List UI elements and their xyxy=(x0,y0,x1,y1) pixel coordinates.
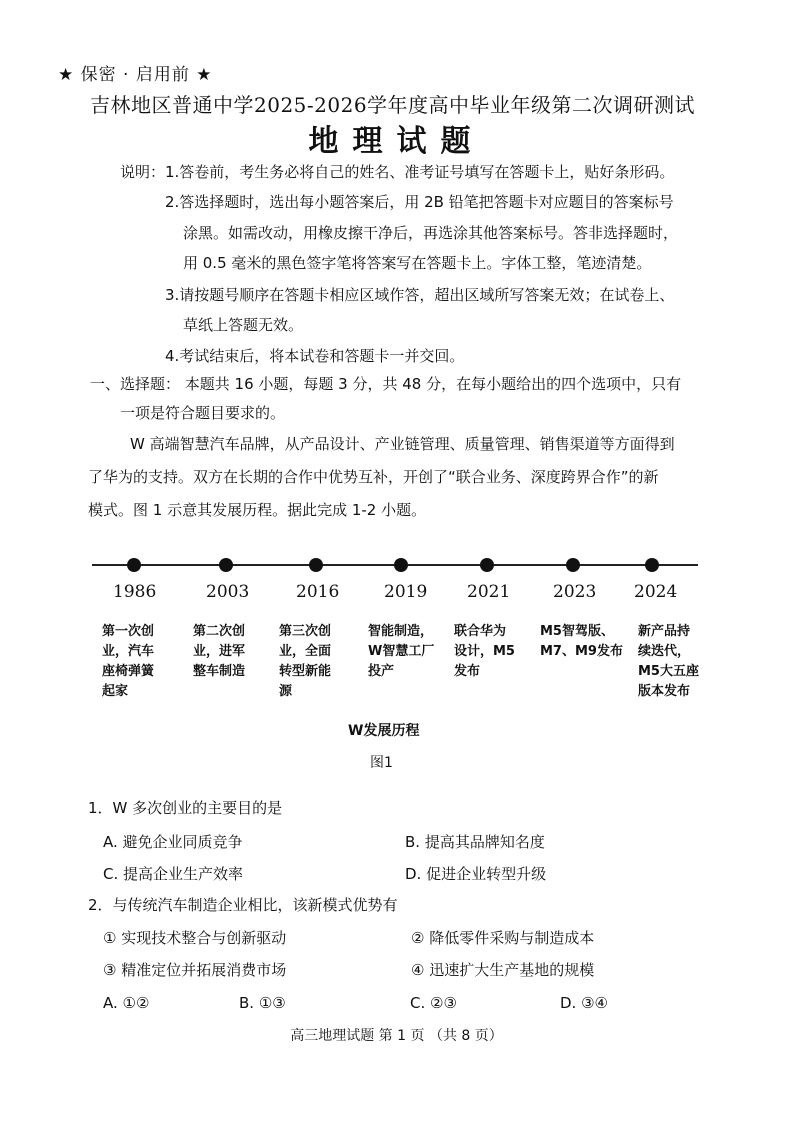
timeline-year: 1986 xyxy=(113,582,157,602)
question-2-option-a[interactable]: A. ①② xyxy=(103,994,150,1012)
timeline-event: 智能制造， W智慧工厂 投产 xyxy=(368,624,435,679)
instruction-3: 3.请按题号顺序在答题卡相应区域作答，超出区域所写答案无效；在试卷上、 xyxy=(165,286,675,304)
question-2-option-d[interactable]: D. ③④ xyxy=(560,994,608,1012)
question-2-statement-1: ① 实现技术整合与创新驱动 xyxy=(103,929,287,947)
exam-title: 吉林地区普通中学2025-2026学年度高中毕业年级第二次调研测试 xyxy=(90,93,696,117)
question-1-option-a[interactable]: A. 避免企业同质竞争 xyxy=(103,833,243,851)
timeline-year: 2016 xyxy=(296,582,340,602)
instruction-1: 1.答卷前，考生务必将自己的姓名、准考证号填写在答题卡上，贴好条形码。 xyxy=(165,163,675,181)
timeline-year: 2003 xyxy=(206,582,250,602)
development-timeline xyxy=(0,540,793,740)
timeline-dot xyxy=(480,558,494,572)
question-2-statement-2: ② 降低零件采购与制造成本 xyxy=(411,929,595,947)
timeline-event: M5智驾版、 M7、M9发布 xyxy=(540,624,623,659)
question-2-option-c[interactable]: C. ②③ xyxy=(410,994,457,1012)
question-2-statement-3: ③ 精准定位并拓展消费市场 xyxy=(103,961,287,979)
timeline-year: 2019 xyxy=(384,582,428,602)
timeline-dot xyxy=(127,558,141,572)
instruction-4: 4.考试结束后，将本试卷和答题卡一并交回。 xyxy=(165,347,465,365)
instruction-2-cont: 涂黑。如需改动，用橡皮擦干净后，再选涂其他答案标号。答非选择题时， xyxy=(183,224,679,242)
passage-line-1: W 高端智慧汽车品牌，从产品设计、产业链管理、质量管理、销售渠道等方面得到 xyxy=(130,435,675,453)
passage-line-3: 模式。图 1 示意其发展历程。据此完成 1-2 小题。 xyxy=(88,501,427,519)
instructions-label: 说明： xyxy=(120,163,166,181)
timeline-year: 2023 xyxy=(553,582,597,602)
timeline-dot xyxy=(566,558,580,572)
section-heading: 一、选择题： 本题共 16 小题，每题 3 分，共 48 分，在每小题给出的四个选项中，只有 xyxy=(90,375,682,393)
question-1-option-d[interactable]: D. 促进企业转型升级 xyxy=(405,865,547,883)
question-1-option-b[interactable]: B. 提高其品牌知名度 xyxy=(405,833,545,851)
subject-title: 地理试题 xyxy=(308,124,485,159)
timeline-dot xyxy=(394,558,408,572)
timeline-event: 第三次创 业，全面 转型新能 源 xyxy=(279,624,332,699)
timeline-year: 2021 xyxy=(467,582,511,602)
timeline-event: 第二次创 业，进军 整车制造 xyxy=(193,624,246,679)
question-1-option-c[interactable]: C. 提高企业生产效率 xyxy=(103,865,244,883)
confidential-mark: ★ 保密 · 启用前 ★ xyxy=(58,65,213,85)
section-heading-cont: 一项是符合题目要求的。 xyxy=(120,404,286,422)
instruction-2: 2.答选择题时，选出每小题答案后，用 2B 铅笔把答题卡对应题目的答案标号 xyxy=(165,193,674,211)
timeline-title: W发展历程 xyxy=(348,723,420,739)
instruction-3-cont: 草纸上答题无效。 xyxy=(183,316,304,334)
figure-label: 图1 xyxy=(370,755,393,771)
question-2-option-b[interactable]: B. ①③ xyxy=(239,994,286,1012)
timeline-dot xyxy=(645,558,659,572)
timeline-event: 第一次创 业，汽车 座椅弹簧 起家 xyxy=(102,624,155,699)
instruction-2-cont2: 用 0.5 毫米的黑色签字笔将答案写在答题卡上。字体工整，笔迹清楚。 xyxy=(183,254,652,272)
timeline-event: 联合华为 设计，M5 发布 xyxy=(454,624,515,679)
timeline-year: 2024 xyxy=(634,582,678,602)
question-2-statement-4: ④ 迅速扩大生产基地的规模 xyxy=(411,961,595,979)
page-footer: 高三地理试题 第 1 页 （共 8 页） xyxy=(290,1028,503,1044)
timeline-dot xyxy=(309,558,323,572)
timeline-dot xyxy=(219,558,233,572)
timeline-event: 新产品持 续迭代， M5大五座 版本发布 xyxy=(638,624,699,699)
question-2-stem: 2．与传统汽车制造企业相比，该新模式优势有 xyxy=(88,896,398,914)
question-1-stem: 1．W 多次创业的主要目的是 xyxy=(88,799,283,817)
passage-line-2: 了华为的支持。双方在长期的合作中优势互补，开创了“联合业务、深度跨界合作”的新 xyxy=(88,468,659,486)
